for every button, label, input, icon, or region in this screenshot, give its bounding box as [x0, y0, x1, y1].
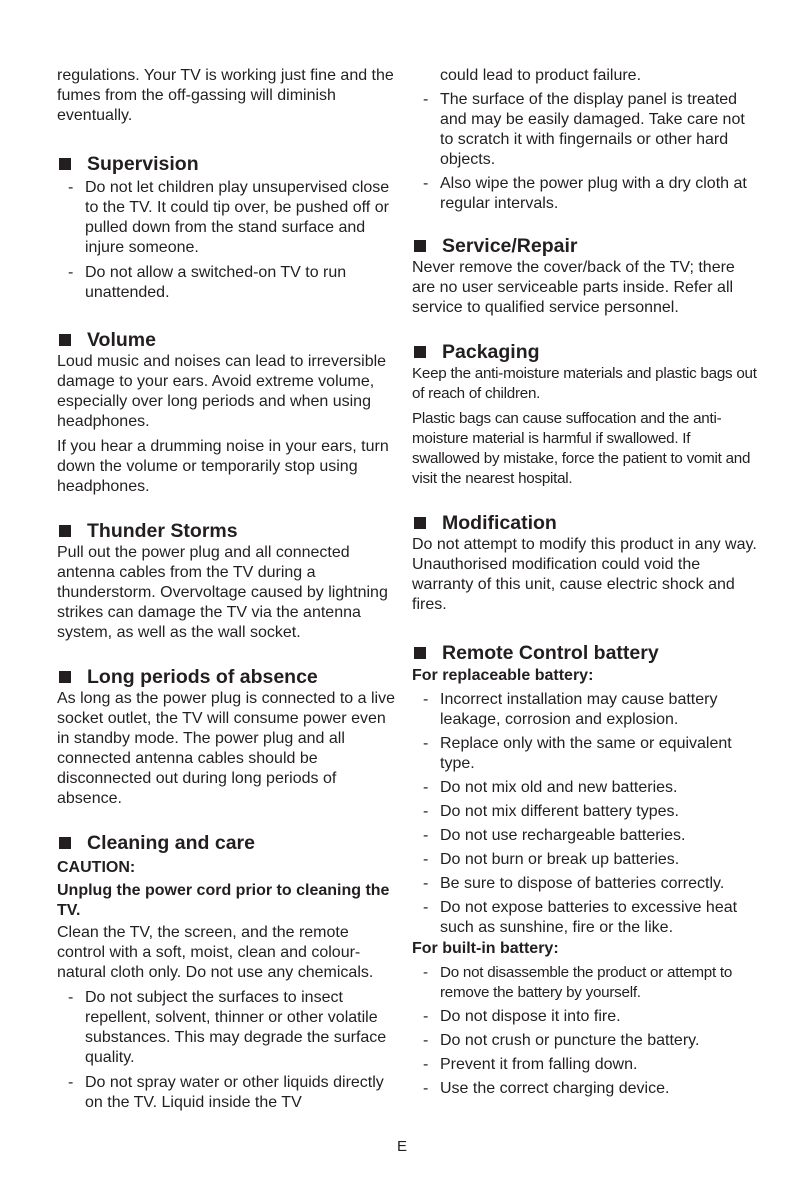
square-bullet-icon [59, 334, 71, 346]
modification-text: Do not attempt to modify this product in any way. Unauthorised modification could void the warranty of this unit, cause electric shock and fires. [412, 536, 757, 613]
section-heading-packaging: Packaging [412, 340, 757, 364]
list-item: - Prevent it from falling down. [423, 1056, 638, 1073]
caution-label: CAUTION: [57, 859, 136, 876]
thunder-text: Pull out the power plug and all connected antenna cables from the TV during a thunderstorm. Overvoltage caused by lightning strikes can damage the TV via the antenna system, as well as the wall socket. [57, 544, 388, 641]
list-item: - Be sure to dispose of batteries correctly. [423, 875, 725, 892]
square-bullet-icon [59, 671, 71, 683]
list-item: - Do not use rechargeable batteries. [423, 827, 686, 844]
list-item: - Do not spray water or other liquids directly on the TV. Liquid inside the TV [68, 1074, 384, 1111]
volume-text-1: Loud music and noises can lead to irreversible damage to your ears. Avoid extreme volume, especially over long periods and when using headphones. [57, 353, 387, 430]
packaging-text-1: Keep the anti-moisture materials and plastic bags out of reach of children. [412, 365, 757, 402]
list-item: - Do not mix old and new batteries. [423, 779, 678, 796]
cleaning-text: Clean the TV, the screen, and the remote control with a soft, moist, clean and colour-natural cloth only. Do not use any chemicals. [57, 924, 374, 981]
list-item: - Do not mix different battery types. [423, 803, 679, 820]
list-item: - The surface of the display panel is treated and may be easily damaged. Take care not to scratch it with fingernails or other hard objects. [423, 91, 745, 168]
builtin-battery-list [412, 963, 757, 1099]
left-column [57, 66, 397, 1113]
section-heading-supervision: Supervision [57, 152, 397, 176]
list-item: - Do not disassemble the product or attempt to remove the battery by yourself. [423, 964, 733, 1001]
unplug-warning: Unplug the power cord prior to cleaning the TV. [57, 882, 390, 919]
section-heading-thunder-storms: Thunder Storms [57, 519, 397, 543]
service-text: Never remove the cover/back of the TV; there are no user serviceable parts inside. Refer all service to qualified service personnel. [412, 259, 735, 316]
section-heading-modification: Modification [412, 511, 757, 535]
absence-text: As long as the power plug is connected to a live socket outlet, the TV will consume power even in standby mode. The power plug and all connected antenna cables should be disconnected out during long periods of absence. [57, 690, 395, 807]
list-item: - Do not dispose it into fire. [423, 1008, 621, 1025]
square-bullet-icon [59, 837, 71, 849]
square-bullet-icon [414, 240, 426, 252]
square-bullet-icon [414, 647, 426, 659]
care-list [412, 90, 757, 214]
list-item: - Incorrect installation may cause battery leakage, corrosion and explosion. [423, 691, 718, 728]
list-item: - Do not burn or break up batteries. [423, 851, 680, 868]
right-column [412, 66, 757, 1099]
list-item: - Use the correct charging device. [423, 1080, 670, 1097]
intro-text: regulations. Your TV is working just fine and the fumes from the off-gassing will diminish eventually. [57, 67, 394, 124]
list-item: - Also wipe the power plug with a dry cloth at regular intervals. [423, 175, 747, 212]
continued-text: could lead to product failure. [440, 67, 642, 84]
list-item: - Do not crush or puncture the battery. [423, 1032, 700, 1049]
square-bullet-icon [59, 158, 71, 170]
square-bullet-icon [59, 525, 71, 537]
section-heading-volume: Volume [57, 328, 397, 352]
supervision-list [57, 178, 397, 303]
replaceable-battery-label: For replaceable battery: [412, 667, 594, 684]
page-marker: E [397, 1138, 408, 1155]
square-bullet-icon [414, 346, 426, 358]
volume-text-2: If you hear a drumming noise in your ears, turn down the volume or temporarily stop using headphones. [57, 438, 389, 495]
list-item: - Do not expose batteries to excessive heat such as sunshine, fire or the like. [423, 899, 738, 936]
builtin-battery-label: For built-in battery: [412, 940, 559, 957]
section-heading-absence: Long periods of absence [57, 665, 397, 689]
packaging-text-2: Plastic bags can cause suffocation and the anti-moisture material is harmful if swallowed. If swallowed by mistake, force the patient to vomit and visit the nearest hospital. [412, 410, 751, 487]
list-item: - Do not let children play unsupervised close to the TV. It could tip over, be pushed off or pulled down from the stand surface and injure someone. [68, 179, 390, 256]
list-item: - Do not subject the surfaces to insect repellent, solvent, thinner or other volatile substances. This may degrade the surface quality. [68, 989, 387, 1066]
section-heading-remote-battery: Remote Control battery [412, 641, 757, 665]
cleaning-list [57, 988, 397, 1113]
replaceable-battery-list [412, 690, 757, 938]
list-item: - Replace only with the same or equivalent type. [423, 735, 732, 772]
square-bullet-icon [414, 517, 426, 529]
section-heading-cleaning: Cleaning and care [57, 831, 397, 855]
section-heading-service: Service/Repair [412, 234, 757, 258]
list-item: - Do not allow a switched-on TV to run unattended. [68, 264, 347, 301]
